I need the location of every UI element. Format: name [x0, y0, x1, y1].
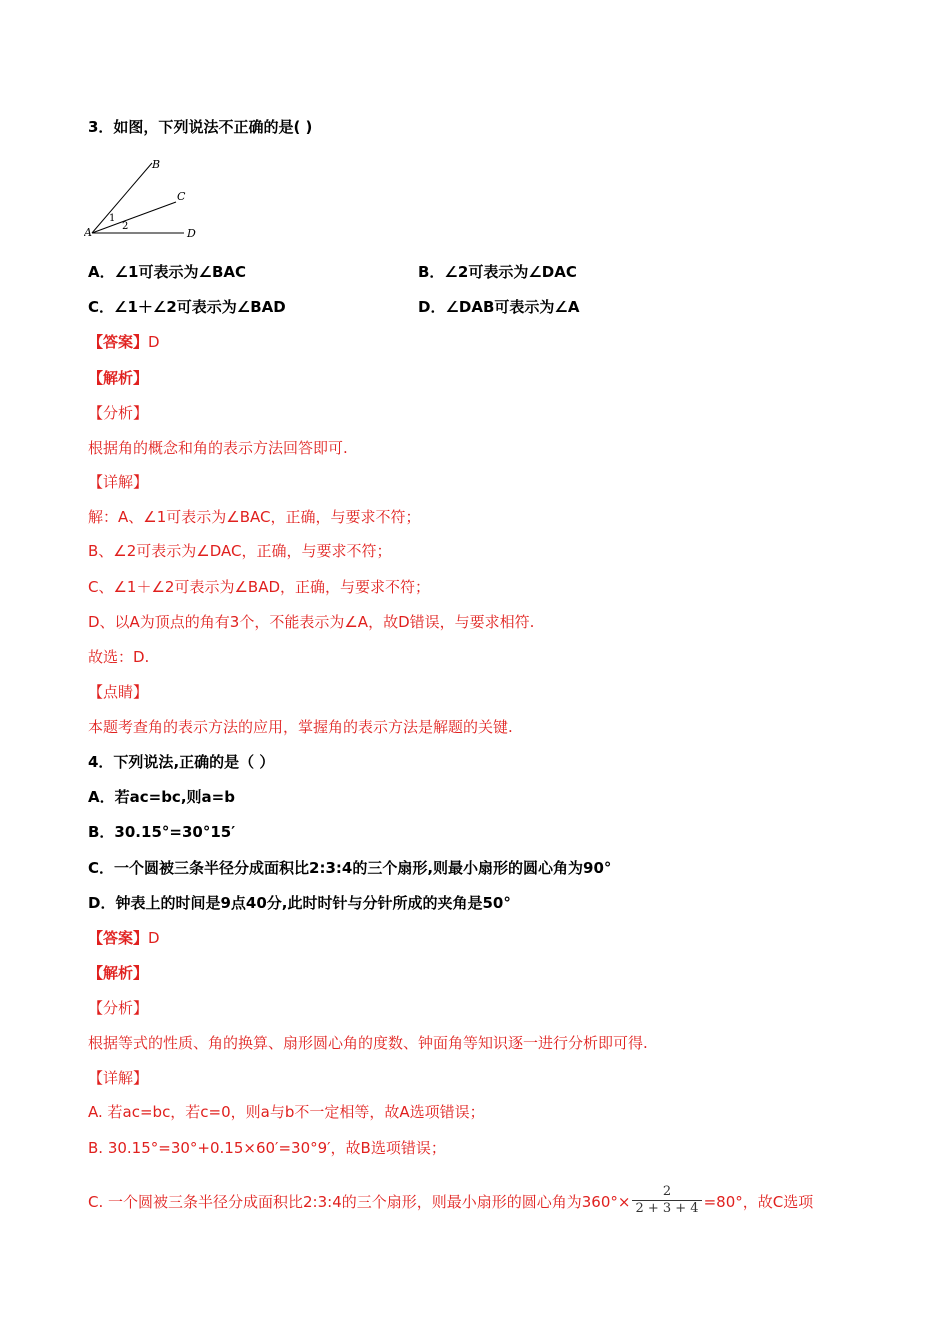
- angle-2-label: 2: [122, 221, 129, 232]
- q3-fenxi: 根据角的概念和角的表示方法回答即可.: [88, 439, 348, 457]
- fraction-denominator: 2 + 3 + 4: [635, 1201, 699, 1216]
- fraction: [632, 1184, 701, 1217]
- q4-analysis-tag: 【解析】: [88, 964, 149, 982]
- q3-fenxi-tag: 【分析】: [88, 404, 149, 422]
- q4-detail-line: B. 30.15°=30°+0.15×60′=30°9′，故B选项错误；: [88, 1139, 446, 1157]
- q4-option-b: B．30.15°=30°15′: [88, 823, 236, 841]
- angle-figure: [84, 155, 204, 241]
- q4-option-c: C．一个圆被三条半径分成面积比2:3:4的三个扇形,则最小扇形的圆心角为90°: [88, 859, 612, 877]
- q3-detail-line: C、∠1＋∠2可表示为∠BAD，正确，与要求不符；: [88, 578, 431, 596]
- q3-option-d: D．∠DAB可表示为∠A: [418, 298, 580, 316]
- q4-xiangjie-tag: 【详解】: [88, 1069, 149, 1087]
- q3-detail-line: B、∠2可表示为∠DAC，正确，与要求不符；: [88, 542, 392, 560]
- label-c: C: [177, 190, 186, 203]
- q4-answer: [88, 928, 160, 948]
- label-a: A: [84, 226, 92, 239]
- ray-ac: [92, 202, 176, 233]
- answer-value: D: [148, 333, 160, 351]
- q4-stem: 4．下列说法,正确的是（ ）: [88, 753, 275, 771]
- q3-analysis-tag: 【解析】: [88, 369, 149, 387]
- label-b: B: [152, 158, 161, 171]
- fraction-numerator: 2: [632, 1184, 701, 1201]
- angle-1-label: 1: [109, 213, 116, 224]
- q3-detail-line: 解：A、∠1可表示为∠BAC，正确，与要求不符；: [88, 508, 421, 526]
- answer-tag: 【答案】: [88, 929, 149, 947]
- q4-fenxi-tag: 【分析】: [88, 999, 149, 1017]
- q3-xiangjie-tag: 【详解】: [88, 473, 149, 491]
- q3-dianjing-tag: 【点睛】: [88, 683, 149, 701]
- q4-fenxi: 根据等式的性质、角的换算、扇形圆心角的度数、钟面角等知识逐一进行分析即可得.: [88, 1034, 648, 1052]
- answer-value: D: [148, 929, 160, 947]
- q3-option-b: B．∠2可表示为∠DAC: [418, 263, 577, 281]
- detail-c-suffix: =80°，故C选项: [703, 1193, 814, 1211]
- q3-stem: 3．如图，下列说法不正确的是( ): [88, 118, 313, 136]
- detail-c-prefix: C. 一个圆被三条半径分成面积比2:3:4的三个扇形，则最小扇形的圆心角为360°×: [88, 1193, 631, 1211]
- q4-detail-c: [88, 1186, 813, 1219]
- q4-option-a: A．若ac=bc,则a=b: [88, 788, 235, 806]
- q4-option-d: D．钟表上的时间是9点40分,此时时针与分针所成的夹角是50°: [88, 894, 511, 912]
- label-d: D: [187, 227, 196, 240]
- q3-option-a: A．∠1可表示为∠BAC: [88, 263, 246, 281]
- answer-tag: 【答案】: [88, 333, 149, 351]
- q3-detail-line: 故选：D.: [88, 648, 150, 666]
- q4-detail-line: A. 若ac=bc，若c=0，则a与b不一定相等，故A选项错误；: [88, 1103, 485, 1121]
- q3-option-c: C．∠1＋∠2可表示为∠BAD: [88, 298, 286, 316]
- q3-detail-line: D、以A为顶点的角有3个，不能表示为∠A，故D错误，与要求相符.: [88, 613, 535, 631]
- q3-dianjing: 本题考查角的表示方法的应用，掌握角的表示方法是解题的关键.: [88, 718, 513, 736]
- q3-answer: [88, 332, 160, 352]
